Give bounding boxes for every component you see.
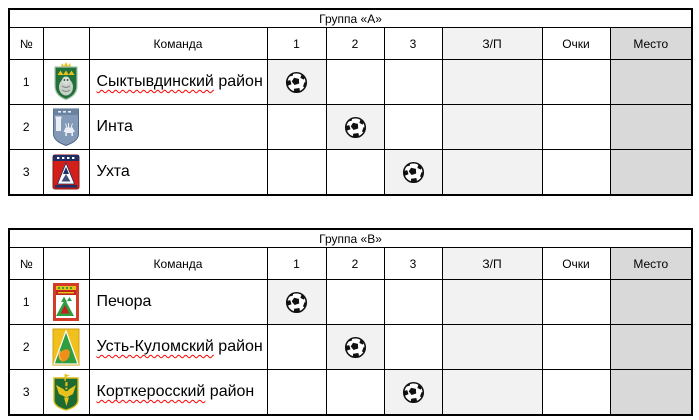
ukhta-crest [51, 153, 81, 191]
row-number: 3 [9, 370, 43, 416]
points-cell[interactable] [542, 370, 610, 416]
soccer-ball-icon [402, 381, 425, 404]
table-title-row [9, 9, 692, 28]
col-header-emblem [43, 248, 89, 280]
ust-kulomsky-district-crest [51, 327, 81, 367]
team-name-cell [89, 280, 267, 325]
points-cell[interactable] [542, 325, 610, 370]
header-row [9, 248, 692, 280]
round-3-cell-ball [384, 150, 442, 196]
crest-cell [43, 150, 89, 196]
goals-cell[interactable] [442, 280, 542, 325]
col-header-emblem [43, 28, 89, 60]
round-3-cell[interactable] [384, 280, 442, 325]
group-a-table [8, 8, 693, 196]
goals-cell[interactable] [442, 150, 542, 196]
col-header-points: Очки [542, 248, 610, 280]
crest-cell [43, 325, 89, 370]
points-cell[interactable] [542, 150, 610, 196]
team-name-cell [89, 105, 267, 150]
group-a-title: Группа «А» [9, 9, 692, 28]
team-name-cell [89, 60, 267, 105]
col-header-round-2: 2 [326, 28, 384, 60]
group-b-table [8, 228, 693, 416]
col-header-round-1: 1 [267, 28, 326, 60]
soccer-ball-icon [344, 116, 367, 139]
round-2-cell[interactable] [326, 280, 384, 325]
col-header-points: Очки [542, 28, 610, 60]
goals-cell[interactable] [442, 105, 542, 150]
team-name-flagged: Сыктывдинский [96, 73, 214, 90]
table-title-row [9, 229, 692, 248]
team-name-flagged: Корткеросский [96, 383, 206, 400]
col-header-round-3: 3 [384, 248, 442, 280]
soccer-ball-icon [285, 291, 308, 314]
place-cell[interactable] [610, 370, 692, 416]
team-name-rest: район [205, 383, 255, 400]
col-header-num: № [9, 248, 43, 280]
col-header-team: Команда [89, 248, 267, 280]
team-name-flagged: Усть-Куломский [96, 338, 214, 355]
soccer-ball-icon [285, 71, 308, 94]
row-number: 2 [9, 105, 43, 150]
place-cell[interactable] [610, 60, 692, 105]
round-2-cell[interactable] [326, 370, 384, 416]
table-row [9, 60, 692, 105]
col-header-place: Место [610, 28, 692, 60]
round-2-cell[interactable] [326, 150, 384, 196]
crest-cell [43, 370, 89, 416]
team-name-rest: Ухта [96, 163, 130, 180]
kortkerossky-district-crest [51, 373, 81, 411]
header-row [9, 28, 692, 60]
soccer-ball-icon [344, 336, 367, 359]
points-cell[interactable] [542, 105, 610, 150]
team-name-cell [89, 370, 267, 416]
crest-cell [43, 280, 89, 325]
col-header-round-2: 2 [326, 248, 384, 280]
col-header-team: Команда [89, 28, 267, 60]
round-3-cell[interactable] [384, 60, 442, 105]
round-3-cell[interactable] [384, 105, 442, 150]
row-number: 3 [9, 150, 43, 196]
place-cell[interactable] [610, 280, 692, 325]
soccer-ball-icon [402, 161, 425, 184]
row-number: 1 [9, 60, 43, 105]
table-row [9, 370, 692, 416]
group-b-title: Группа «В» [9, 229, 692, 248]
team-name-rest: район [213, 73, 263, 90]
round-1-cell-ball [267, 280, 326, 325]
row-number: 1 [9, 280, 43, 325]
team-name-rest: Инта [96, 118, 133, 135]
table-row [9, 150, 692, 196]
points-cell[interactable] [542, 280, 610, 325]
round-1-cell[interactable] [267, 150, 326, 196]
pechora-crest [52, 282, 80, 322]
place-cell[interactable] [610, 150, 692, 196]
place-cell[interactable] [610, 325, 692, 370]
col-header-num: № [9, 28, 43, 60]
round-2-cell-ball [326, 105, 384, 150]
table-row [9, 325, 692, 370]
round-1-cell[interactable] [267, 325, 326, 370]
crest-cell [43, 60, 89, 105]
table-row [9, 280, 692, 325]
col-header-goals: З/П [442, 248, 542, 280]
goals-cell[interactable] [442, 370, 542, 416]
place-cell[interactable] [610, 105, 692, 150]
team-name-cell [89, 325, 267, 370]
round-1-cell[interactable] [267, 370, 326, 416]
goals-cell[interactable] [442, 325, 542, 370]
points-cell[interactable] [542, 60, 610, 105]
col-header-goals: З/П [442, 28, 542, 60]
round-2-cell-ball [326, 325, 384, 370]
table-row [9, 105, 692, 150]
team-name-rest: Печора [96, 293, 152, 310]
round-3-cell-ball [384, 370, 442, 416]
col-header-place: Место [610, 248, 692, 280]
round-1-cell-ball [267, 60, 326, 105]
inta-crest [51, 107, 81, 147]
round-3-cell[interactable] [384, 325, 442, 370]
goals-cell[interactable] [442, 60, 542, 105]
syktyvdinsky-district-crest [51, 62, 81, 102]
col-header-round-3: 3 [384, 28, 442, 60]
row-number: 2 [9, 325, 43, 370]
round-1-cell[interactable] [267, 105, 326, 150]
team-name-rest: район [213, 338, 263, 355]
round-2-cell[interactable] [326, 60, 384, 105]
col-header-round-1: 1 [267, 248, 326, 280]
team-name-cell [89, 150, 267, 196]
crest-cell [43, 105, 89, 150]
